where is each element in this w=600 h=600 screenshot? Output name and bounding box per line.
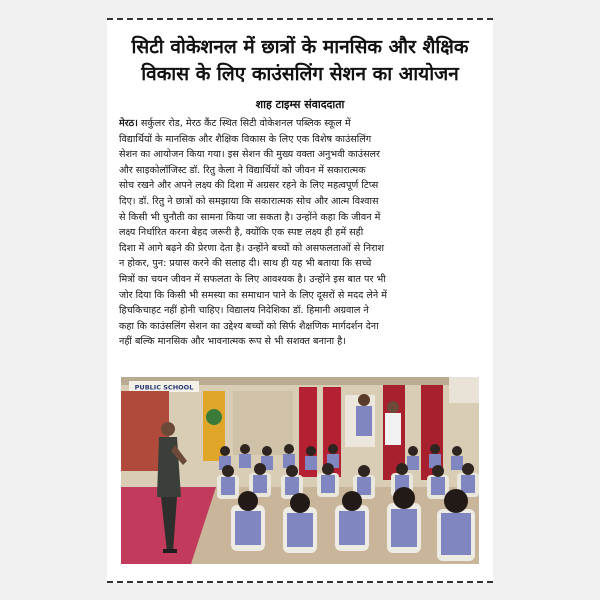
headline-line: विकास के लिए काउंसलिंग सेशन का आयोजन xyxy=(141,63,459,85)
article-body xyxy=(119,116,485,350)
body-line: दिए। डॉ. रितु ने छात्रों को समझाया कि सकारात्मक सोच और आत्म विश्वास xyxy=(119,195,379,207)
body-line: न होकर, पुन: प्रयास करने की सलाह दी। साथ ही यह भी बताया कि सच्चे xyxy=(119,258,372,270)
body-line: नहीं बल्कि मानसिक और भावनात्मक रूप से भी सशक्त बनाना है। xyxy=(119,336,346,348)
body-line xyxy=(119,116,485,132)
headline-line: सिटी वोकेशनल में छात्रों के मानसिक और शैक्षिक xyxy=(131,36,469,58)
newspaper-clipping xyxy=(107,18,493,583)
body-line-text: सर्कुलर रोड, मेरठ कैंट स्थित सिटी वोकेशनल पब्लिक स्कूल में xyxy=(137,118,351,129)
body-line: से किसी भी चुनौती का सामना किया जा सकता है। उन्होंने कहा कि जीवन में xyxy=(119,211,381,223)
article-dateline: मेरठ। xyxy=(119,118,138,129)
school-sign-text: PUBLIC SCHOOL xyxy=(134,383,194,392)
body-line: विद्यार्थियों के मानसिक और शैक्षिक विकास के लिए एक विशेष काउंसलिंग xyxy=(119,133,372,145)
classroom-photo xyxy=(121,377,479,564)
ac-unit xyxy=(449,377,479,403)
classroom-illustration xyxy=(121,377,479,564)
body-line: कहा कि काउंसलिंग सेशन का उद्देश्य बच्चों को सिर्फ शैक्षणिक मार्गदर्शन देना xyxy=(119,320,379,332)
body-line: सेशन का आयोजन किया गया। इस सेशन की मुख्य वक्ता अनुभवी काउंसलर xyxy=(119,149,380,161)
body-line: और साइकोलॉजिस्ट डॉ. रितु केला ने विद्यार्थियों को जीवन में सकारात्मक xyxy=(119,164,366,176)
body-line: हिचकिचाहट नहीं होनी चाहिए। विद्यालय निदेशिका डॉ. हिमानी अग्रवाल ने xyxy=(119,305,369,317)
poster-emblem xyxy=(206,409,222,425)
standing-student-figure xyxy=(356,394,372,436)
article-byline: शाह टाइम्स संवाददाता xyxy=(255,98,345,111)
body-line: लक्ष्य निर्धारित करना बेहद जरूरी है, क्योंकि एक स्पष्ट लक्ष्य ही हमें सही xyxy=(119,227,364,239)
body-line: जोर दिया कि किसी भी समस्या का समाधान पाने के लिए दूसरों से मदद लेने में xyxy=(119,289,387,301)
article-headline xyxy=(117,34,483,88)
body-line: सोच रखने और अपने लक्ष्य की दिशा में अग्रसर रहने के लिए महत्वपूर्ण टिप्स xyxy=(119,180,379,192)
body-line: दिशा में आगे बढ़ने की प्रेरणा देता है। उन्होंने बच्चों को असफलताओं से निराश xyxy=(119,242,385,254)
standing-staff-figure xyxy=(385,401,401,445)
body-line: मित्रों का चयन जीवन में सफलता के लिए आवश्यक है। उन्होंने इस बात पर भी xyxy=(119,273,386,285)
